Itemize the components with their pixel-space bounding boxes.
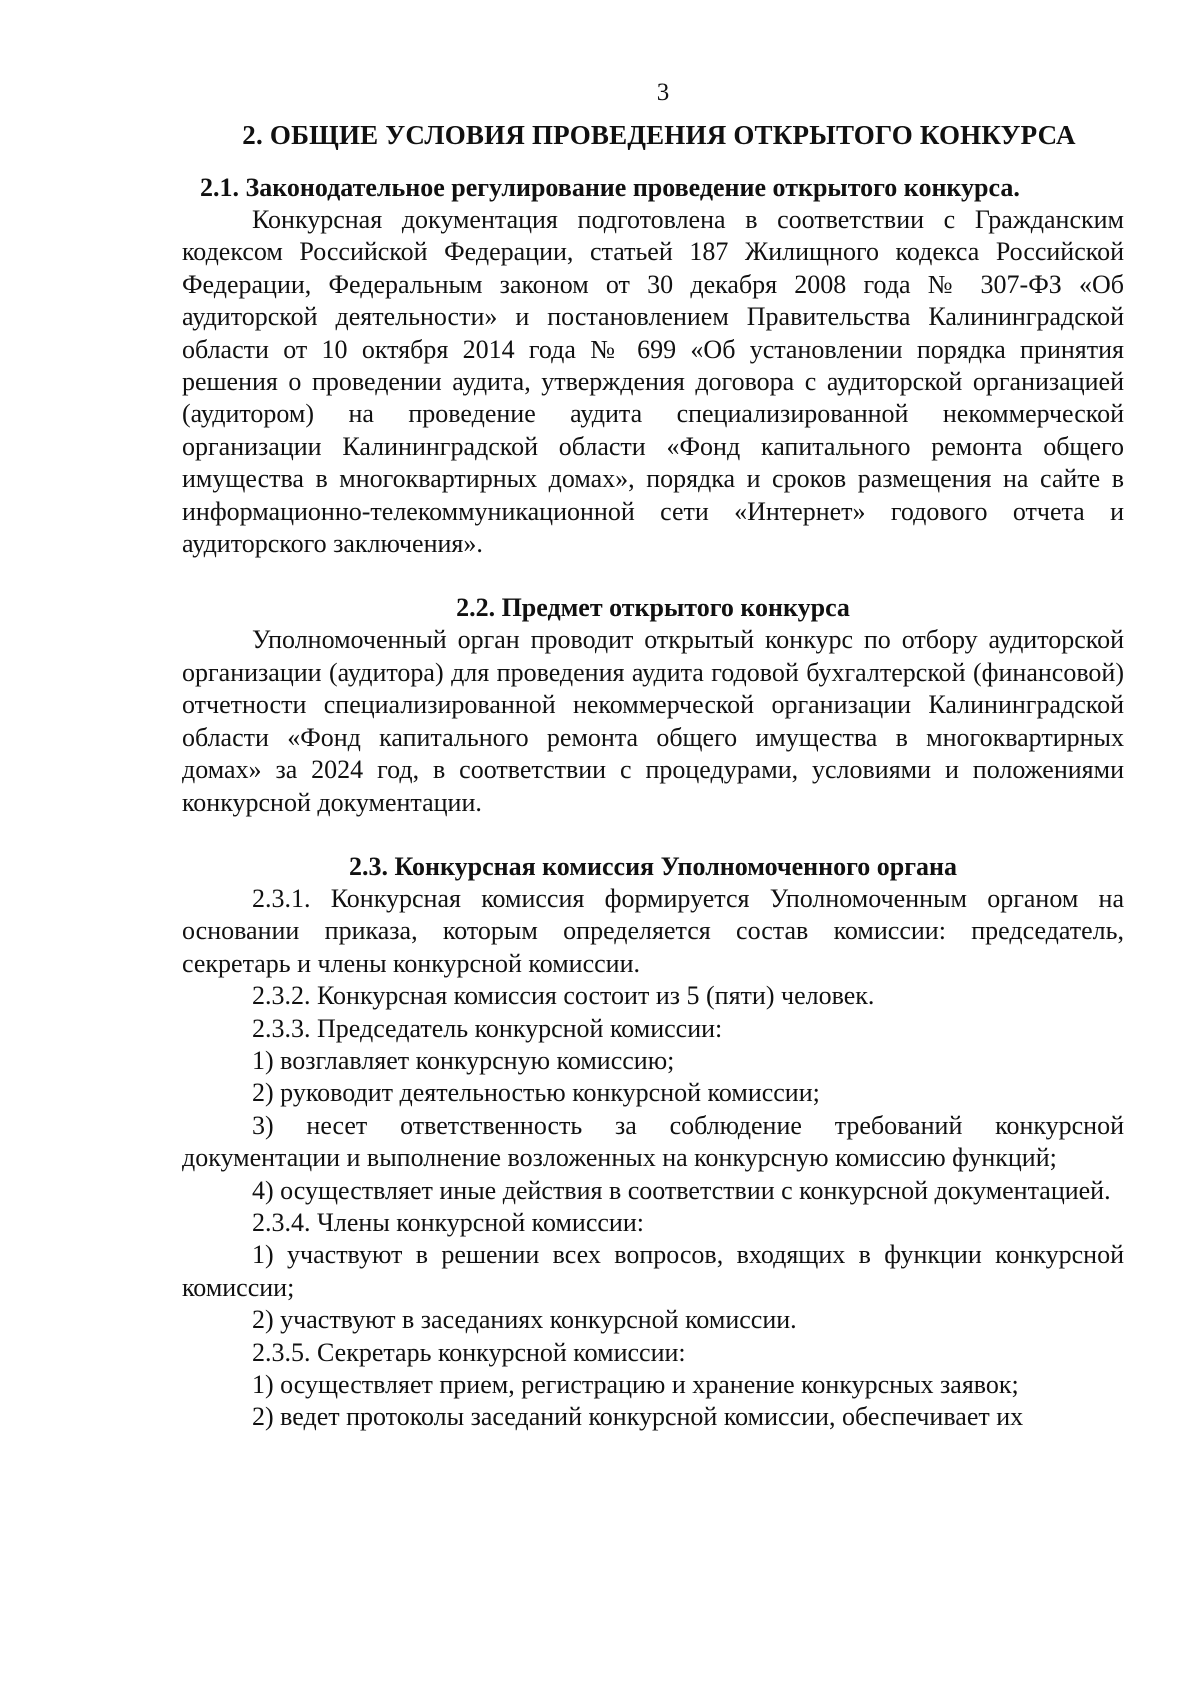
chapter-title: 2. ОБЩИЕ УСЛОВИЯ ПРОВЕДЕНИЯ ОТКРЫТОГО КОНКУРСА xyxy=(242,120,1076,150)
list-item: 1) участвуют в решении всех вопросов, входящих в функции конкурсной комиссии; xyxy=(182,1240,1124,1302)
section-gap xyxy=(182,819,1124,851)
paragraph: Уполномоченный орган проводит открытый конкурс по отбору аудиторской организации (аудитора) для проведения аудита годовой бухгалтерской (финансовой) отчетности специализированной некоммерческой организации Калининградской области «Фонд капитального ремонта общего имущества в многоквартирных домах» за 2024 год, в соответствии с процедурами, условиями и положениями конкурсной документации. xyxy=(182,625,1124,817)
list-item: 4) осуществляет иные действия в соответствии с конкурсной документацией. xyxy=(252,1175,1111,1205)
section-title-2-2: 2.2. Предмет открытого конкурса xyxy=(456,593,850,623)
page-number: 3 xyxy=(656,79,670,106)
list-item: 2) ведет протоколы заседаний конкурсной комиссии, обеспечивает их xyxy=(252,1402,1024,1432)
list-item: 2) участвуют в заседаниях конкурсной комиссии. xyxy=(252,1305,797,1335)
paragraph: 2.3.1. Конкурсная комиссия формируется Уполномоченным органом на основании приказа, которым определяется состав комиссии: председатель, секретарь и члены конкурсной комиссии. xyxy=(182,883,1124,978)
paragraph: 2.3.4. Члены конкурсной комиссии: xyxy=(252,1207,644,1237)
section-title-2-3: 2.3. Конкурсная комиссия Уполномоченного органа xyxy=(348,851,958,881)
section-title-2-1: 2.1. Законодательное регулирование проведение открытого конкурса. xyxy=(200,173,1020,202)
paragraph: 2.3.2. Конкурсная комиссия состоит из 5 (пяти) человек. xyxy=(252,981,875,1011)
list-item: 1) осуществляет прием, регистрацию и хранение конкурсных заявок; xyxy=(252,1370,1019,1399)
list-item: 2) руководит деятельностью конкурсной комиссии; xyxy=(252,1078,820,1108)
paragraph: 2.3.5. Секретарь конкурсной комиссии: xyxy=(252,1337,686,1367)
section-gap xyxy=(182,560,1124,592)
list-item: 1) возглавляет конкурсную комиссию; xyxy=(252,1045,675,1075)
paragraph: Конкурсная документация подготовлена в соответствии с Гражданским кодексом Российской Федерации, статьей 187 Жилищного кодекса Российской Федерации, Федеральным законом от 30 декабря 2008 года № 307-ФЗ «Об аудиторской деятельности» и постановлением Правительства Калининградской области от 10 октября 2014 года № 699 «Об установлении порядка принятия решения о проведении аудита, утверждения договора с аудиторской организацией (аудитором) на проведение аудита специализированной некоммерческой организации Калининградской области «Фонд капитального ремонта общего имущества в многоквартирных домах», порядка и сроков размещения на сайте в информационно-телекоммуникационной сети «Интернет» годового отчета и аудиторского заключения». xyxy=(182,205,1124,559)
list-item: 3) несет ответственность за соблюдение требований конкурсной документации и выполнение возложенных на конкурсную комиссию функций; xyxy=(182,1110,1124,1173)
paragraph: 2.3.3. Председатель конкурсной комиссии: xyxy=(252,1013,723,1043)
